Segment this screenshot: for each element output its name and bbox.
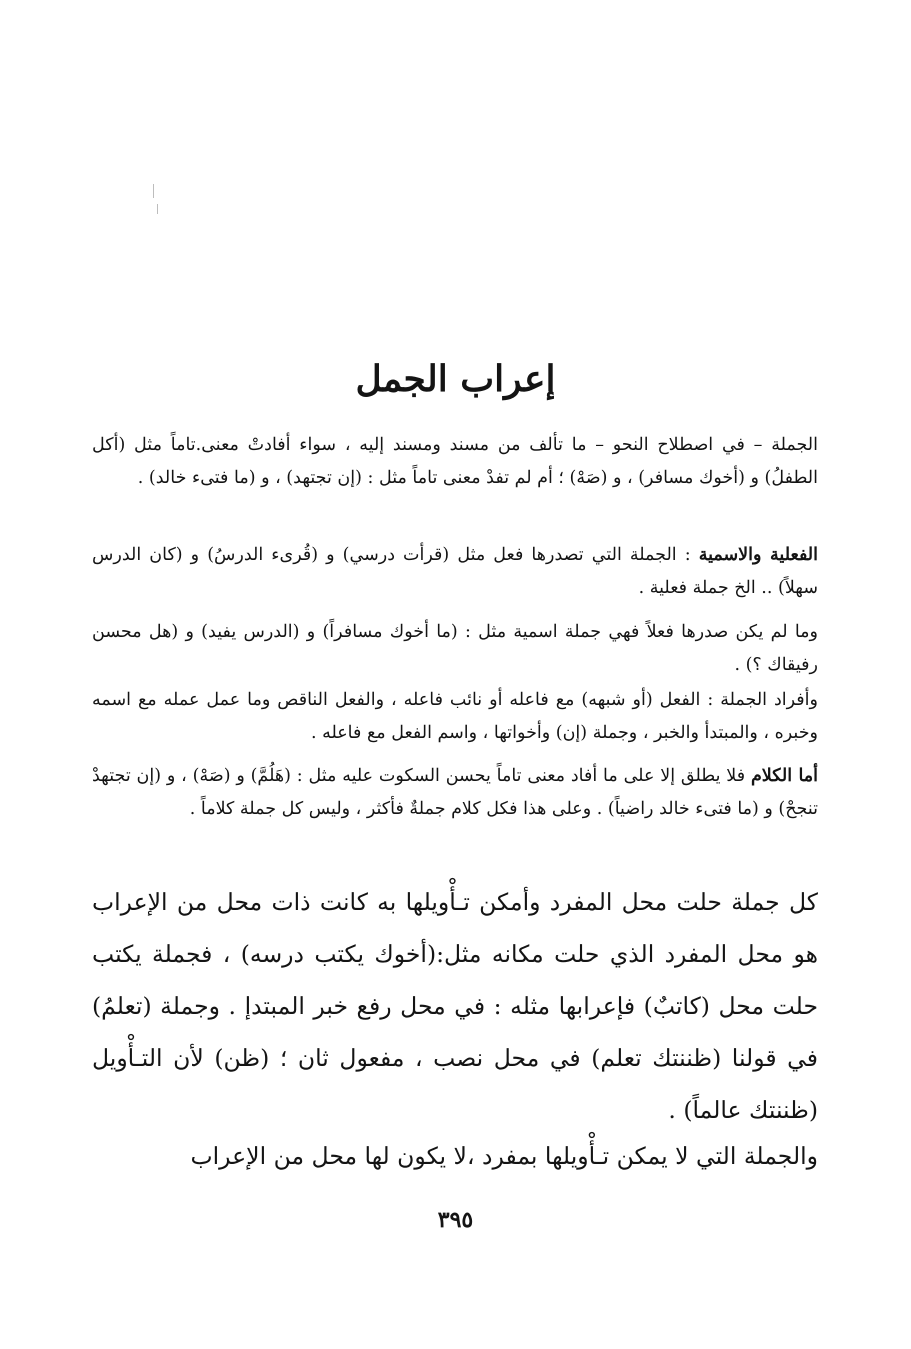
paragraph-text: : الجملة التي تصدرها فعل مثل (قرأت درسي) و (قُرىء الدرسُ) و (كان الدرس سهلاً) .. الخ جملة فعلية .: [92, 545, 818, 598]
speech-paragraph: [92, 760, 818, 826]
nominal-paragraph: [92, 616, 818, 682]
scan-mark: [153, 184, 154, 198]
sentence-parts-paragraph: [92, 684, 818, 750]
paragraph-text: فلا يطلق إلا على ما أفاد معنى تاماً يحسن السكوت عليه مثل : (هَلُمَّ) و (صَهْ) ، و (إن تجتهدْ تنجحْ) و (ما فتىء خالد راضياً) . وعلى هذا فكل كلام جملةٌ فأكثر ، وليس كل جملة كلاماً .: [92, 766, 818, 819]
scan-mark: [157, 204, 158, 214]
paragraph-text: الجملة – في اصطلاح النحو – ما تألف من مسند ومسند إليه ، سواء أفادتْ معنى.تاماً مثل (أكل الطفلُ) و (أخوك مسافر) ، و (صَهْ) ؛ أم لم تفدْ معنى تاماً مثل : (إن تجتهد) ، و (ما فتىء خالد) .: [92, 435, 818, 488]
definition-paragraph: [92, 429, 818, 495]
verbal-nominal-paragraph: [92, 539, 818, 605]
paragraph-text: وما لم يكن صدرها فعلاً فهي جملة اسمية مثل : (ما أخوك مسافراً) و (الدرس يفيد) و (هل محسن رفيقاك ؟) .: [92, 622, 818, 675]
chapter-title: إعراب الجمل: [355, 358, 556, 401]
rule-text: والجملة التي لا يمكن تـأْويلها بمفرد ،لا يكون لها محل من الإعراب: [190, 1142, 818, 1170]
paragraph-term: أما الكلام: [750, 766, 819, 786]
rule-text: كل جملة حلت محل المفرد وأمكن تـأْويلها به كانت ذات محل من الإعراب هو محل المفرد الذي حلت مكانه مثل:(أخوك يكتب درسه) ، فجملة يكتب حلت محل (كاتبٌ) فإعرابها مثله : في محل رفع خبر المبتدإ . وجملة (تعلمُ) في قولنا (ظننتك تعلم) في محل نصب ، مفعول ثان ؛ (ظن) لأن التـأْويل (ظننتك عالماً) .: [92, 888, 818, 1124]
page-number: ٣٩٥: [437, 1207, 474, 1233]
paragraph-term: الفعلية والاسمية: [698, 545, 818, 565]
rule-paragraph: [92, 1130, 818, 1182]
rule-paragraph: [92, 876, 818, 1136]
paragraph-text: وأفراد الجملة : الفعل (أو شبهه) مع فاعله أو نائب فاعله ، والفعل الناقص وما عمل عمله مع اسمه وخبره ، والمبتدأ والخبر ، وجملة (إن) وأخواتها ، واسم الفعل مع فاعله .: [92, 690, 818, 743]
